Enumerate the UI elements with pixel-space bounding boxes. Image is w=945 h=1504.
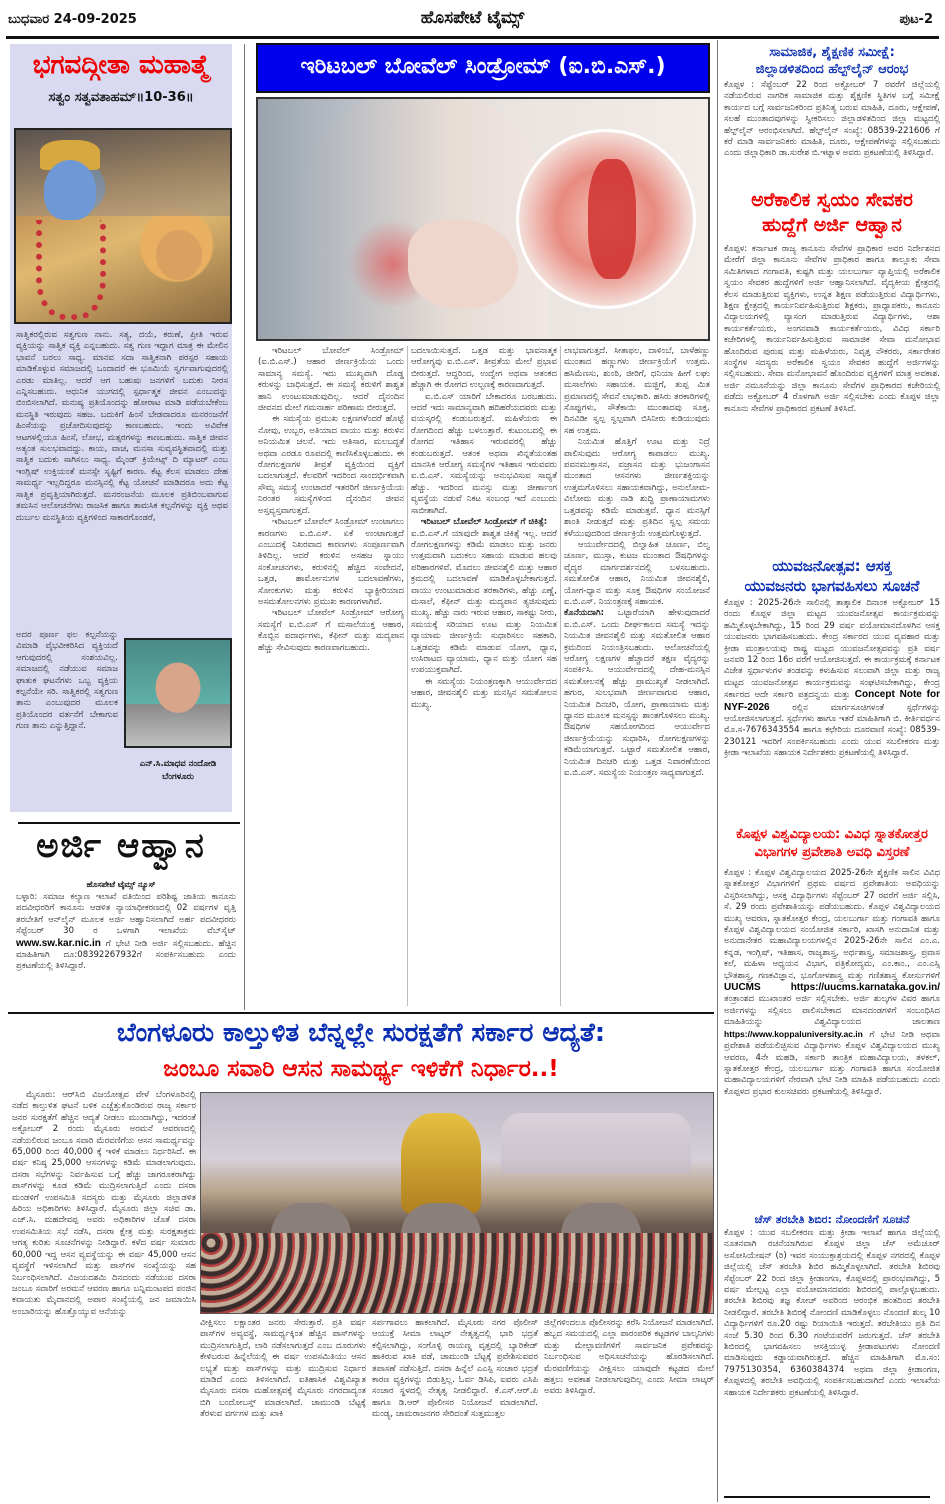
masthead: [0, 0, 945, 38]
volunteer-headline: [724, 188, 940, 238]
arji-title: ಅರ್ಜಿ ಆಹ್ವಾನ: [36, 826, 206, 866]
university-headline: [724, 826, 940, 862]
newspaper-title: ಹೊಸಪೇಟೆ ಟೈಮ್ಸ್: [420, 8, 525, 28]
gita-title: ಭಗವದ್ಗೀತಾ ಮಹಾತ್ಮೆ: [32, 50, 210, 80]
arji-body: [16, 892, 236, 998]
author-name: ಎನ್.ಸಿ.ಮಾಧವ ನಂದೋಡಿ: [139, 759, 217, 769]
masthead-rule: [6, 36, 939, 39]
youth-festival-headline: [724, 556, 940, 596]
author-place: ಬೆಂಗಳೂರು: [162, 772, 194, 782]
arji-rule: [18, 822, 240, 824]
page-number: ಪುಟ-2: [899, 12, 933, 27]
krishna-arjuna-image: [14, 128, 232, 324]
column-divider: [717, 40, 718, 1502]
ibs-paragraph: ಇರಿಟಬಲ್ ಬೋವೆಲ್ ಸಿಂಡ್ರೋಮ್ (ಐ.ಬಿ.ಎಸ್.) ಆಹಾರ ಜೀರ್ಣಕ್ರಿಯೆಯ ಒಂದು ಸಾಮಾನ್ಯ ಸಮಸ್ಯೆ. ಇದು ಮುಖ್ಯವಾಗಿ ದೊಡ್ಡ ಕರುಳನ್ನು ಬಾಧಿಸುತ್ತದೆ. ಈ ಸಮಸ್ಯೆ ಕರುಳಿಗೆ ಶಾಶ್ವತ ಹಾನಿ ಉಂಟುಮಾಡುವುದಿಲ್ಲ. ಆದರೆ ದೈನಂದಿನ ಜೀವನದ ಮೇಲೆ ಗಮನಾರ್ಹ ಪರಿಣಾಮ ಬೀರುತ್ತದೆ.: [258, 346, 404, 414]
ibs-subheading: ಕೊನೆಯದಾಗಿ:: [564, 608, 605, 619]
ibs-paragraph: ಐ.ಬಿ.ಎಸ್ ಯಾರಿಗೆ ಬೇಕಾದರೂ ಬರಬಹುದು. ಆದರೆ ಇದು ಸಾಮಾನ್ಯವಾಗಿ ಹದಿಹರೆಯದವರು ಮತ್ತು ವಯಸ್ಕರಲ್ಲಿ ಕಂಡುಬರುತ್ತದೆ. ಮಹಿಳೆಯರು ಈ ರೋಗದಿಂದ ಹೆಚ್ಚು ಬಳಲುತ್ತಾರೆ. ಕುಟುಂಬದಲ್ಲಿ ಈ ರೋಗದ ಇತಿಹಾಸ ಇರುವವರಲ್ಲಿ ಹೆಚ್ಚು ಕಂಡುಬರುತ್ತದೆ. ಆತಂಕ ಅಥವಾ ಖಿನ್ನತೆಯಂತಹ ಮಾನಸಿಕ ಆರೋಗ್ಯ ಸಮಸ್ಯೆಗಳ ಇತಿಹಾಸ ಇರುವವರು ಐ.ಬಿ.ಎಸ್. ಸಮಸ್ಯೆಯನ್ನು ಅನುಭವಿಸುವ ಸಾಧ್ಯತೆ ಹೆಚ್ಚು. ಇದರಿಂದ ಮನಸ್ಸು ಮತ್ತು ಜೀರ್ಣಾಂಗ ವ್ಯವಸ್ಥೆಯ ನಡುವೆ ನಿಕಟ ಸಂಬಂಧ ಇದೆ ಎಂಬುದು ಸಾಬೀತಾಗಿದೆ.: [411, 391, 557, 516]
dasara-subheadline: ಜಂಬೂ ಸವಾರಿ ಆಸನ ಸಾಮರ್ಥ್ಯ ಇಳಿಕೆಗೆ ನಿರ್ಧಾರ..!: [163, 1056, 559, 1082]
ibs-illustration: [256, 97, 710, 341]
youth-festival-body: [724, 598, 940, 822]
headline-line: ಯುವಜನೋತ್ಸವ: ಆಸಕ್ತ: [772, 557, 892, 575]
jamboo-savari-photo: [200, 1092, 714, 1314]
volunteer-body: ಕೊಪ್ಪಳ: ಕರ್ನಾಟಕ ರಾಜ್ಯ ಕಾನೂನು ಸೇವೆಗಳ ಪ್ರಾಧಿಕಾರ ಅವರ ನಿರ್ದೇಶನದ ಮೇರೆಗೆ ಜಿಲ್ಲಾ ಕಾನೂನು ಸೇವೆಗಳ ಪ್ರಾಧಿಕಾರ ಹಾಗೂ ತಾಲ್ಲೂಕು ಸೇವಾ ಸಮಿತಿಗಳಾದ ಗಂಗಾವತಿ, ಕುಷ್ಟಗಿ ಮತ್ತು ಯಲಬುರ್ಗಾ ವ್ಯಾಪ್ತಿಯಲ್ಲಿ ಅರೆಕಾಲಿಕ ಸ್ವಯಂ ಸೇವಕರ ಹುದ್ದೆಗಳಿಗೆ ಅರ್ಜಿ ಆಹ್ವಾನಿಸಲಾಗಿದೆ. ವೈದ್ಯಕೀಯ ಕ್ಷೇತ್ರದಲ್ಲಿ ಕೆಲಸ ಮಾಡುತ್ತಿರುವ ವ್ಯಕ್ತಿಗಳು, ಉನ್ನತ ಶಿಕ್ಷಣ ಪಡೆಯುತ್ತಿರುವ ವಿದ್ಯಾರ್ಥಿಗಳು, ಶಿಕ್ಷಣ ಕ್ಷೇತ್ರದಲ್ಲಿ ಕಾರ್ಯನಿರ್ವಹಿಸುತ್ತಿರುವ ಶಿಕ್ಷಕರು, ಪ್ರಾಧ್ಯಾಪಕರು, ಕಾನೂನು ವಿದ್ಯಾಲಯಗಳಲ್ಲಿ ವ್ಯಾಸಂಗ ಮಾಡುತ್ತಿರುವ ವಿದ್ಯಾರ್ಥಿಗಳು, ಆಶಾ ಕಾರ್ಯಕರ್ತೆಯರು, ಅಂಗನವಾಡಿ ಕಾರ್ಯಕರ್ತೆಯರು, ವಿವಿಧ ಸರ್ಕಾರಿ ಕಚೇರಿಗಳಲ್ಲಿ ಕಾರ್ಯನಿರ್ವಹಿಸುತ್ತಿರುವ ಸಾಮಾಜಿಕ ಸೇವಾ ಮನೋಭಾವ ಹೊಂದಿರುವ ಪುರುಷ ಮತ್ತು ಮಹಿಳೆಯರು, ನಿವೃತ್ತ ನೌಕರರು, ಸರ್ಕಾರೇತರ ಸಂಸ್ಥೆಗಳ ಸದಸ್ಯರು ಅರೆಕಾಲಿಕ ಸ್ವಯಂ ಸೇವಕರ ಹುದ್ದೆಗೆ ಅರ್ಜಿಗಳನ್ನು ಸಲ್ಲಿಸಬಹುದು. ಸೇವಾ ಮನೋಭಾವನೆ ಹೊಂದಿರುವ ವ್ಯಕ್ತಿಗಳಿಗೆ ಮಾತ್ರ ಅವಕಾಶ. ಅರ್ಜಿ ನಮೂನೆಯನ್ನು ಜಿಲ್ಲಾ ಕಾನೂನು ಸೇವೆಗಳ ಪ್ರಾಧಿಕಾರದ ಕಚೇರಿಯಲ್ಲಿ ಪಡೆದು ಅಕ್ಟೋಬರ್ 4 ರೊಳಗಾಗಿ ಅರ್ಜಿ ಸಲ್ಲಿಸಬೇಕು ಎಂದು ಕೊಪ್ಪಳ ಜಿಲ್ಲಾ ಕಾನೂನು ಸೇವೆಗಳ ಪ್ರಾಧಿಕಾರದ ಪ್ರಕಟಣೆ ತಿಳಿಸಿದೆ.: [724, 244, 940, 414]
dasara-column-3: ಸರ್ಪಗಾವಲು ಹಾಕಲಾಗಿದೆ. ಮೈಸೂರು ನಗರ ಪೊಲೀಸ್ ಆಯುಕ್ತೆ ಸೀಮಾ ಲಾಟ್ಕರ್ ನೇತೃತ್ವದಲ್ಲಿ ಭಾರಿ ಭದ್ರತೆ ಕಲ್ಪಿಸಲಾಗಿದ್ದು, ಸಂಗೊಳ್ಳಿ ರಾಯಣ್ಣ ವೃತ್ತದಲ್ಲಿ ಬ್ಯಾರಿಕೇಡ್ ಹಾಕಿರುವ ಖಾಕಿ ಪಡೆ, ಚಾಮುಂಡಿ ಬೆಟ್ಟಕ್ಕೆ ಪ್ರವೇಶಿಸುವವರ ತಪಾಸಣೆ ನಡೆಸುತ್ತಿದೆ. ದಸರಾ ಹಿನ್ನೆಲೆ ಎಎಸ್ಪಿ ಸಂಚಾರ ಭದ್ರತೆ ಕಾರಣ ವ್ಯಕ್ತಿಗಳನ್ನು ಬಿಡುತ್ತಿಲ್ಲ. ಓರ್ವ ಡಿಸಿಪಿ, ಐವರು ಎಸಿಪಿ ಸಂಚಾರ ಸ್ಥಳದಲ್ಲಿ ನೇತೃತ್ವ ನೀಡಲಿದ್ದಾರೆ. ಕೆ.ಎಸ್.ಆರ್.ಪಿ ಹಾಗೂ ಡಿ.ಆರ್ ಪೊಲೀಸರ ನಿಯೋಜನೆ ಮಾಡಲಾಗಿದೆ. ಮಂಡ್ಯ, ಚಾಮರಾಜನಗರ ಸೇರಿದಂತೆ ಸುತ್ತಮುತ್ತಲ: [372, 1318, 538, 1420]
dasara-column-2: ವೀಕ್ಷಿಸಲು ಲಕ್ಷಾಂತರ ಜನರು ಸೇರುತ್ತಾರೆ. ಪ್ರತಿ ವರ್ಷ ಪಾಸ್‌ಗಳ ಅವ್ಯವಸ್ಥೆ, ಸಾಮರ್ಥ್ಯಕ್ಕಿಂತ ಹೆಚ್ಚಿನ ಪಾಸ್‌ಗಳನ್ನು ಮುದ್ರಿಸಲಾಗುತ್ತಿದೆ, ಲಾಠಿ ನಡೆಸಲಾಗುತ್ತದೆ ಎಂಬ ದೂರುಗಳು ಕೇಳಿಬರುವ ಹಿನ್ನೆಲೆಯಲ್ಲಿ ಈ ವರ್ಷ ಉಪಸಮಿತಿಯು ಆಸನ ಲಭ್ಯತೆ ಮತ್ತು ಪಾಸ್‌ಗಳನ್ನು ಮತ್ತು ಮುದ್ರಿಸುವ ನಿರ್ಧಾರ ಮಾಡಿದೆ ಎಂದು ತಿಳಿಸಲಾಗಿದೆ. ಐತಿಹಾಸಿಕ ವಿಶ್ವವಿಖ್ಯಾತ ಮೈಸೂರು ದಸರಾ ಮಹೋತ್ಸವಕ್ಕೆ ಮೈಸೂರು ನಗರದಾದ್ಯಂತ ಬಿಗಿ ಬಂದೋಬಸ್ತ್ ಮಾಡಲಾಗಿದೆ. ಚಾಮುಂಡಿ ಬೆಟ್ಟಕ್ಕೆ ತೆರಳುವ ವರ್ಗಗಳ ಮತ್ತು ಖಾಕಿ: [200, 1318, 366, 1420]
chess-camp-headline: ಚೆಸ್ ತರಬೇತಿ ಶಿಬಿರ: ನೋಂದಣಿಗೆ ಸೂಚನೆ: [754, 1213, 910, 1226]
dasara-headline: ಬೆಂಗಳೂರು ಕಾಲ್ತುಳಿತ ಬೆನ್ನಲ್ಲೇ ಸುರಕ್ಷತೆಗೆ ಸರ್ಕಾರ ಆದ್ಯತೆ:: [116, 1018, 606, 1048]
arji-text-cont: ಗೆ ಭೇಟಿ ನೀಡಿ ಅರ್ಜಿ ಸಲ್ಲಿಸಬಹುದು. ಹೆಚ್ಚಿನ ಮಾಹಿತಿಗಾಗಿ ದೂ:08392267932ಗೆ ಸಂಪರ್ಕಿಸಬಹುದು ಎಂದು ಪ್ರಕಟಣೆಯಲ್ಲಿ ತಿಳಿಸಿದ್ದಾರೆ.: [16, 938, 236, 972]
gita-article-body: ಸಾತ್ವಿಕರಲ್ಲಿರುವ ಸತ್ವಗುಣ ನಾನು. ಸತ್ಯ, ದಯೆ, ಕರುಣೆ, ಪ್ರೀತಿ ಇರುವ ವ್ಯಕ್ತಿಯನ್ನು ಸಾತ್ವಿಕ ವ್ಯಕ್ತಿ ಎನ್ನಬಹುದು. ಸತ್ವ ಗುಣ ಇದ್ದಾಗ ಮಾತ್ರ ಈ ಮೇಲಿನ ಭಾವನೆ ಬರಲು ಸಾಧ್ಯ. ಮಾನವ ಸದಾ ಸಾತ್ವಿಕನಾಗಿ ಪರಸ್ಪರ ಸಹಾಯ ಮಾಡಿಕೊಳ್ಳುವ ಸಮಾಜದಲ್ಲಿ ಒಂದಾದರೆ ಈ ಭೂಮಿಯೆ ಸ್ವರ್ಗವಾಗುವುದರಲ್ಲಿ ಎರಡು ಮಾತಿಲ್ಲ. ಆದರೆ ಆಗ ಬಹುಷಃ ಜನಗಳಿಗೆ ಬದುಕು ನೀರಸ ಎನ್ನಿಸಬಹುದು. ಆಧುನಿಕ ಯುಗದಲ್ಲಿ ಸ್ಪರ್ಧಾತ್ಮಕ ಜೀವನ ಎಂಬುದನ್ನು ಬಿಂಬಿಸಲಾಗಿದೆ. ಮನುಷ್ಯ ಪ್ರತಿಯೊಂದನ್ನು ಹೋರಾಟ ಮಾಡಿ ಪಡೆಯಬೇಕೆಂಬ ಮನಸ್ಥಿತಿ ಇರುವುದು ಸಹಜ. ಬದುಕಿಗೆ ಹಿಂಸೆ ಬೇಡವಾದರೂ ಮನರಂಜನೆಗೆ ಹಿಂಸೆಯನ್ನು ಪ್ರಚೋದಿಸುವುದನ್ನು ಕಾಣಬಹುದು. ಇಂದು ಅವಿವೇಕ ಆಟಗಳಲ್ಲಿಯೂ ಹಿಂಸೆ, ಲೋಭ, ಮತ್ಸರಗಳನ್ನು ಕಾಣಬಹುದು. ಸಾತ್ವಿಕ ಜೀವನ ಅತ್ಯಂತ ಸುಲಭವಾದದ್ದು. ಕಾಯ, ವಾಚ, ಮನಸಾ ಸುವ್ಯವಸ್ಥಿತವಾದಲ್ಲಿ ಮತ್ತು ಸಾತ್ವಿಕ ಬದುಕು ಸಾಗಿಸಲು ಸಾಧ್ಯ. ಮೈಂಡ್ ಕ್ರಿಯೇಟ್ಸ್ ದಿ ಮ್ಯಾಟರ್ ಎಂಬ ಇಂಗ್ಲಿಷ್ ಉಕ್ತಿಯಂತೆ ಮನಸ್ಸೇ ಸೃಷ್ಟಿಗೆ ಕಾರಣ. ಕೆಟ್ಟ ಕೆಲಸ ಮಾಡಲು ದೇಹ ಸಾಮರ್ಥ್ಯ ಇಲ್ಲದಿದ್ದರೂ ಮನಸ್ಸಿನಲ್ಲಿ ಕೆಟ್ಟ ಯೋಚನೆ ಮಾಡಿದರೂ ಅದು ಕೆಟ್ಟ ಸಾತ್ವಿಕ ಪ್ರವೃತ್ತಿಯಾಗಿರುತ್ತದೆ. ಮನರಂಜನೆಯ ಮೂಲಕ ಪ್ರತಿಬಿಂಬವಾಗುವ ತಮಸಿನ ಆಲೋಚನೆಗಳು ರಾಜಸಿಕ ಹಾಗೂ ತಾಮಸಿಕ ಕಲ್ಪನೆಗಳನ್ನು ವ್ಯಕ್ತಿ ಅಥವ ದುರ್ಬಲ ಮನಸ್ಥಿತಿಯ ವ್ಯಕ್ತಿಗಳಿಂದ ಸಾಕಾರಗೊಂಡರೆ,: [16, 330, 228, 523]
author-credit: [124, 758, 232, 784]
column-divider: [407, 346, 408, 1006]
headline-line: ವಿಭಾಗಗಳ ಪ್ರವೇಶಾತಿ ಅವಧಿ ವಿಸ್ತರಣೆ: [754, 845, 910, 860]
body-text: ಗೆ ಭೇಟಿ ನೀಡಿ ಅಥವಾ ಪ್ರವೇಶಾತಿ ಪಡೆಯಲಿಚ್ಛಿಸುವ ವಿದ್ಯಾರ್ಥಿಗಳು ಕೊಪ್ಪಳ ವಿಶ್ವವಿದ್ಯಾಲಯದ ಮುಖ್ಯ ಆವರಣ, 4ನೇ ಮಹಡಿ, ಸರ್ಕಾರಿ ತಾಂತ್ರಿಕ ಮಹಾವಿದ್ಯಾಲಯ, ತಳಕಲ್, ಸ್ನಾತಕೋತ್ತರ ಕೇಂದ್ರ, ಯಲಬುರ್ಗಾ ಮತ್ತು ಗಂಗಾವತಿ ಹಾಗೂ ಸಂಯೋಜಿತ ಮಹಾವಿದ್ಯಾಲಯಗಳಿಗೆ ನೇರವಾಗಿ ಭೇಟಿ ನೀಡಿ ಮಾಹಿತಿ ಪಡೆಯಬಹುದು ಎಂದು ಕೊಪ್ಪಳದ ಪ್ರಭಾರ ಕುಲಸಚಿವರು ಪ್ರಕಟಣೆಯಲ್ಲಿ ತಿಳಿಸಿದ್ದಾರೆ.: [724, 1029, 940, 1097]
ibs-paragraph: ನಿಯಮಿತ ಹೊತ್ತಿಗೆ ಊಟ ಮತ್ತು ನಿದ್ರೆ ಪಾಲಿಸುವುದು ಆರೋಗ್ಯ ಕಾಪಾಡಲು ಮುಖ್ಯ. ಪವನಮುಕ್ತಾಸನ, ವಜ್ರಾಸನ ಮತ್ತು ಭುಜಂಗಾಸನ ಮುಂತಾದ ಆಸನಗಳು ಜೀರ್ಣಶಕ್ತಿಯನ್ನು ಉತ್ತಮಗೊಳಿಸಲು ಸಹಾಯಕವಾಗಿದ್ದು, ಅನುಲೋಮ-ವಿಲೋಮ ಮತ್ತು ನಾಡಿ ಶುದ್ಧಿ ಪ್ರಾಣಾಯಾಮಗಳು ಒತ್ತಡವನ್ನು ಕಡಿಮೆ ಮಾಡುತ್ತವೆ. ಧ್ಯಾನ ಮನಸ್ಸಿಗೆ ಶಾಂತಿ ನೀಡುತ್ತದೆ ಮತ್ತು ಪ್ರತಿದಿನ ಸ್ವಲ್ಪ ಸಮಯ ಕಳೆಯುವುದರಿಂದ ಜೀರ್ಣಕ್ರಿಯೆ ಉತ್ತಮಗೊಳ್ಳುತ್ತದೆ.: [564, 437, 710, 539]
ibs-paragraph: ಈ ಸಮಸ್ಯೆಯ ಪ್ರಮುಖ ಲಕ್ಷಣಗಳೆಂದರೆ ಹೊಟ್ಟೆ ನೋವು, ಉಬ್ಬರ, ಅತಿಯಾದ ವಾಯು ಮತ್ತು ಕರುಳಿನ ಅನಿಯಮಿತ ಚಲನೆ. ಇದು ಅತಿಸಾರ, ಮಲಬದ್ಧತೆ ಅಥವಾ ಎರಡೂ ರೂಪದಲ್ಲಿ ಕಾಣಿಸಿಕೊಳ್ಳಬಹುದು. ಈ ರೋಗಲಕ್ಷಣಗಳ ತೀವ್ರತೆ ವ್ಯಕ್ತಿಯಿಂದ ವ್ಯಕ್ತಿಗೆ ಬದಲಾಗುತ್ತದೆ. ಕೆಲವರಿಗೆ ಇದರಿಂದ ಸಾಂದರ್ಭಿಕವಾಗಿ ಸೌಮ್ಯ ಸಮಸ್ಯೆ ಉಂಟಾದರೆ ಇತರರಿಗೆ ಜೀರ್ಣಕ್ರಿಯೆಯ ನಿರಂತರ ಸಮಸ್ಯೆಗಳಿಂದ ದೈನಂದಿನ ಜೀವನ ಅಸ್ತವ್ಯಸ್ತವಾಗುತ್ತದೆ.: [258, 414, 404, 516]
gita-article-body-cont: ಅದರ ಪೂರ್ಣ ಫಲ ಕಲ್ಪನೆಯನ್ನು ವಿಮಾಡಿ ವೈಭವೀಕರಿಸಿದ ವ್ಯಕ್ತಿಯದೆ ಆಗುವುದರಲ್ಲಿ ಸಂಶಯವಿಲ್ಲ. ಸಮಾಜದಲ್ಲಿ ನಡೆಯುವ ಸಮಾಜ ಘಾತುಕ ಘಟನೆಗಳು ಒಬ್ಬ ವ್ಯಕ್ತಿಯ ಕಲ್ಪನೆಯೇ ಸರಿ. ಸಾತ್ವಿಕರಲ್ಲಿ ಸತ್ವಗುಣ ತಾನು ಎಂಬುವುದರ ಮೂಲಕ ಪ್ರತಿಯೊಂದರ ವರ್ತನೆಗೆ ಬೇಕಾಗುವ ಗುಣ ತಾನು ಎನ್ನುತ್ತಿದ್ದಾನೆ.: [16, 630, 118, 732]
university-website-link[interactable]: https://www.koppaluniversity.ac.in: [724, 1028, 863, 1039]
author-photo: [124, 638, 232, 748]
headline-line: ಕೊಪ್ಪಳ ವಿಶ್ವವಿದ್ಯಾಲಯ: ವಿವಿಧ ಸ್ನಾತಕೋತ್ತರ: [736, 827, 928, 842]
headline-line: ಯುವಜನರು ಭಾಗವಹಿಸಲು ಸೂಚನೆ: [744, 577, 920, 595]
section-rule: [8, 1012, 714, 1014]
headline-line: ಸಾಮಾಜಿಕ, ಶೈಕ್ಷಣಿಕ ಸಮೀಕ್ಷೆ:: [769, 45, 895, 60]
ibs-paragraph: ಲಾಭವಾಗುತ್ತದೆ. ಸೀತಾಫಲ, ದಾಳಿಂಬೆ, ಬಾಳೆಹಣ್ಣು ಮುಂತಾದ ಹಣ್ಣುಗಳು ಜೀರ್ಣಕ್ರಿಯೆಗೆ ಉತ್ತಮ. ಹಸಿಮೆಣಸು, ಶುಂಠಿ, ಜೀರಿಗೆ, ಧನಿಯಾ ಹೀಗೆ ಲಘು ಮಸಾಲೆಗಳು ಸಹಾಯಕ. ಮಜ್ಜಿಗೆ, ತುಪ್ಪ ಮಿತ ಪ್ರಮಾಣದಲ್ಲಿ ಸೇವನೆ ಲಾಭಕಾರಿ. ಹಸಿರು ತರಕಾರಿಗಳಲ್ಲಿ ಸೊಪ್ಪುಗಳು, ಸೌತೆಕಾಯಿ ಮುಂತಾದವು ಸೂಕ್ತ. ದಿನವಿಡೀ ಸ್ವಲ್ಪ ಸ್ವಲ್ಪವಾಗಿ ಬಿಸಿನೀರು ಕುಡಿಯುವುದು ಸಹ ಉತ್ತಮ.: [564, 346, 710, 436]
ibs-column-3: [564, 346, 710, 1006]
column-divider: [560, 346, 561, 1006]
university-body: [724, 868, 940, 1208]
body-text: ಕೊಪ್ಪಳ : ಕೊಪ್ಪಳ ವಿಶ್ವವಿದ್ಯಾಲಯದ 2025-26ನೇ ಶೈಕ್ಷಣಿಕ ಸಾಲಿನ ವಿವಿಧ ಸ್ನಾತಕೋತ್ತರ ವಿಭಾಗಗಳಿಗೆ ಪ್ರಥಮ ವರ್ಷದ ಪ್ರವೇಶಾತಿಯ ಅವಧಿಯನ್ನು ವಿಸ್ತರಿಸಲಾಗಿದ್ದು, ಆಸಕ್ತ ವಿದ್ಯಾರ್ಥಿಗಳು ಸೆಪ್ಟೆಂಬರ್ 27 ರವರೆಗೆ ಅರ್ಜಿ ಸಲ್ಲಿಸಿ, ಸೆ. 29 ರಂದು ಪ್ರವೇಶಾತಿಯನ್ನು ಪಡೆಯಬಹುದು. ಕೊಪ್ಪಳ ವಿಶ್ವವಿದ್ಯಾಲಯದ ಮುಖ್ಯ ಆವರಣ, ಸ್ನಾತಕೋತ್ತರ ಕೇಂದ್ರ, ಯಲಬುರ್ಗಾ ಮತ್ತು ಗಂಗಾವತಿ ಹಾಗೂ ಕೊಪ್ಪಳ ವಿಶ್ವವಿದ್ಯಾಲಯದ ಸಂಯೋಜಿತ ಸರ್ಕಾರಿ, ಖಾಸಗಿ ಅನುದಾನಿತ ಮತ್ತು ಅನುದಾನೇತರ ಮಹಾವಿದ್ಯಾಲಯಗಳಲ್ಲಿನ 2025-26ನೇ ಸಾಲಿನ ಎಂ.ಎ. ಕನ್ನಡ, ಇಂಗ್ಲಿಷ್, ಇತಿಹಾಸ, ರಾಜ್ಯಶಾಸ್ತ್ರ, ಅರ್ಥಶಾಸ್ತ್ರ, ಸಮಾಜಶಾಸ್ತ್ರ, ಪ್ರವಾಸ ಕಲೆ, ಮಹಿಳಾ ಅಧ್ಯಯನ ವಿಭಾಗ, ಪತ್ರಿಕೋದ್ಯಮ, ಎಂ.ಕಾಂ., ಎಂ.ಎಸ್ಸಿ ಭೌತಶಾಸ್ತ್ರ, ಗಣಕವಿಜ್ಞಾನ, ಭೂಗೋಳಶಾಸ್ತ್ರ ಮತ್ತು ಗಣಿತಶಾಸ್ತ್ರ ಕೋರ್ಸುಗಳಿಗೆ: [724, 868, 940, 981]
uucms-link[interactable]: UUCMS https://uucms.karnataka.gov.in/: [724, 982, 940, 994]
dasara-column-1: ಮೈಸೂರು: ಆರ್‌ಸಿಬಿ ವಿಜಯೋತ್ಸವ ವೇಳೆ ಬೆಂಗಳೂರಿನಲ್ಲಿ ನಡೆದ ಕಾಲ್ತುಳಿತ ಘಟನೆ ಬಳಿಕ ಎಚ್ಚೆತ್ತುಕೊಂಡಿರುವ ರಾಜ್ಯ ಸರ್ಕಾರ ಜನರ ಸುರಕ್ಷತೆಗೆ ಹೆಚ್ಚಿನ ಆದ್ಯತೆ ನೀಡಲು ಮುಂದಾಗಿದ್ದು, ಇದರಂತೆ ಅಕ್ಟೋಬರ್ 2 ರಂದು ಮೈಸೂರು ಅರಮನೆ ಆವರಣದಲ್ಲಿ ನಡೆಯಲಿರುವ ಜಂಬೂ ಸವಾರಿ ಮೆರವಣಿಗೆಯ ಆಸನ ಸಾಮರ್ಥ್ಯವನ್ನು 65,000 ರಿಂದ 40,000 ಕ್ಕೆ ಇಳಿಕೆ ಮಾಡಲು ನಿರ್ಧರಿಸಿದೆ. ಈ ವರ್ಷ ಕನಿಷ್ಠ 25,000 ಆಸನಗಳನ್ನು ಕಡಿಮೆ ಮಾಡಲಾಗುವುದು. ದಸರಾ ಸಭೆಗಳನ್ನು ನಿರ್ವಹಿಸುವ ಬಗ್ಗೆ ಹೆಚ್ಚು ಜಾಗರೂಕರಾಗಿದ್ದು ಪಾಸ್‌ಗಳನ್ನು ಕೂಡ ಕಡಿಮೆ ಮುದ್ರಿಸಲಾಗುತ್ತಿದೆ ಎಂದು ದಸರಾ ಮಂಡಳಿಗೆ ಉಪಸಮಿತಿ ಸದಸ್ಯರು ಮತ್ತು ಮೈಸೂರು ಜಿಲ್ಲಾಡಳಿತ ಹಿರಿಯ ಅಧಿಕಾರಿಗಳು ತಿಳಿಸಿದ್ದಾರೆ. ಮೈಸೂರು ಜಿಲ್ಲಾ ಸಚಿವ ಡಾ. ಎಚ್.ಸಿ. ಮಹದೇವಪ್ಪ ಅವರು ಅಧಿಕಾರಿಗಳ ಜೊತೆ ದಸರಾ ಉಪಸಮಿತಿಯ ಸಭೆ ನಡೆಸಿ, ದಸರಾ ಕ್ಷೇತ್ರ ಮತ್ತು ಸುರಕ್ಷತಾಕ್ರಮ ಆಗತ್ಯ ಕುರಿತು ಸೂಚನೆಗಳನ್ನು ನೀಡಿದ್ದಾರೆ. ಕಳೆದ ವರ್ಷ ಸುಮಾರು 60,000 ಇದ್ದ ಆಸನ ವ್ಯವಸ್ಥೆಯನ್ನು ಈ ವರ್ಷ 45,000 ಆಸನ ವ್ಯವಸ್ಥೆಗೆ ಇಳಿಸಲಾಗಿದೆ ಮತ್ತು ಪಾಸ್‌ಗಳ ಸಂಖ್ಯೆಯನ್ನು ಸಹ ನಿರ್ಬಂಧಿಸಲಾಗಿದೆ. ವಿಜಯದಶಮಿ ದಿನದಂದು ನಡೆಯುವ ದಸರಾ ಜಂಬೂ ಸವಾರಿಗೆ ಅರಮನೆ ಆವರಣ ಹಾಗೂ ಬನ್ನಿಮಂಟಪದ ಪಂಜಿನ ಕವಾಯತು ಮೈದಾನದಲ್ಲಿ ಅಪಾರ ಸಂಖ್ಯೆಯಲ್ಲಿ ಜನ ಜಮಾಯಿಸಿ ಅಂಬಾರಿಯನ್ನು ಹೊತ್ತೊಯ್ಯುವ ಆನೆಯನ್ನು: [12, 1090, 196, 1317]
ibs-paragraph: ಆಯುರ್ವೇದದಲ್ಲಿ ಬಿಲ್ವಾಹಿತ ಚೂರ್ಣ, ಬಿಲ್ವ ಚೂರ್ಣ, ಮುಸ್ತಾ, ಕುಟಜ ಮುಂತಾದ ಔಷಧಿಗಳನ್ನು ವೈದ್ಯರ ಮಾರ್ಗದರ್ಶನದಲ್ಲಿ ಬಳಸಬಹುದು. ಸಮತೋಲಿತ ಆಹಾರ, ನಿಯಮಿತ ಜೀವನಶೈಲಿ, ಯೋಗ-ಧ್ಯಾನ ಮತ್ತು ಸೂಕ್ತ ಔಷಧಿಗಳ ಸಂಯೋಜನೆ ಐ.ಬಿ.ಎಸ್. ನಿಯಂತ್ರಣಕ್ಕೆ ಸಹಾಯಕ.: [564, 539, 710, 607]
ibs-paragraph: ಇರಿಟಬಲ್ ಬೋವೆಲ್ ಸಿಂಡ್ರೋಮ್ ಆರೋಗ್ಯ ಸಮಸ್ಯೆಗೆ ಐ.ಬಿ.ಎಸ್ ಗೆ ಮಸಾಲೆಯುಕ್ತ ಆಹಾರ, ಕೊಬ್ಬಿನ ಪದಾರ್ಥಗಳು, ಕೆಫೀನ್ ಮತ್ತು ಮದ್ಯಪಾನ ಹೆಚ್ಚು ಸೇವಿಸುವುದು ಕಾರಣವಾಗಬಹುದು.: [258, 608, 404, 653]
ibs-title: ಇರಿಟಬಲ್ ಬೋವೆಲ್ ಸಿಂಡ್ರೋಮ್ (ಐ.ಬಿ.ಎಸ್.): [300, 54, 666, 79]
chess-camp-body: ಕೊಪ್ಪಳ : ಯುವ ಸಬಲೀಕರಣ ಮತ್ತು ಕ್ರೀಡಾ ಇಲಾಖೆ ಹಾಗೂ ಜಿಲ್ಲೆಯಲ್ಲಿ ನೂತನವಾಗಿ ರಚನೆಯಾಗಿರುವ ಕೊಪ್ಪಳ ಜಿಲ್ಲಾ ಚೆಸ್ ಅಮೆಚೂರ್ ಅಸೋಸಿಯೇಷನ್ (ರಿ) ಇವರ ಸಂಯುಕ್ತಾಶ್ರಯದಲ್ಲಿ ಕೊಪ್ಪಳ ನಗರದಲ್ಲಿ ಕೊಪ್ಪಳ ಜಿಲ್ಲೆಯಲ್ಲಿ ಚೆಸ್ ತರಬೇತಿ ಶಿಬಿರ ಹಮ್ಮಿಕೊಳ್ಳಲಾಗಿದೆ. ತರಬೇತಿ ಶಿಬಿರವು ಸೆಪ್ಟೆಂಬರ್ 22 ರಿಂದ ಜಿಲ್ಲಾ ಕ್ರೀಡಾಂಗಣ, ಕೊಪ್ಪಳದಲ್ಲಿ ಪ್ರಾರಂಭವಾಗಿದ್ದು, 5 ವರ್ಷ ಮೇಲ್ಪಟ್ಟ ಎಲ್ಲಾ ವಯೋಮಾನದವರು ಶಿಬಿರದಲ್ಲಿ ಪಾಲ್ಗೊಳ್ಳಬಹುದು. ತರಬೇತಿ ಶಿಬಿರವು ತಜ್ಞ ಕೋಚ್ ಅವರಿಂದ ಆರಂಭಿಕ ಹಂತದಿಂದ ತರಬೇತಿ ನೀಡಲಿದ್ದಾರೆ. ತರಬೇತಿ ಶಿಬಿರಕ್ಕೆ ನೋಂದಣಿ ಮಾಡಿಕೊಳ್ಳಲು ನೊಂದಣಿ ಶುಲ್ಕ 10 ವಿದ್ಯಾರ್ಥಿಗಳಿಗೆ ರೂ.20 ರಷ್ಟು ರಿಯಾಯಿತಿ ಇರುತ್ತದೆ. ತರಬೇತಿಯು ಪ್ರತಿ ದಿನ ಸಂಜೆ 5.30 ರಿಂದ 6.30 ಗಂಟೆಯವರೆಗೆ ಜರುಗುತ್ತದೆ. ಚೆಸ್ ತರಬೇತಿ ಶಿಬಿರದಲ್ಲಿ ಭಾಗವಹಿಸಲು ಆಸಕ್ತಿಯುಳ್ಳ ಕ್ರೀಡಾಪಟುಗಳು ನೋಂದಣಿ ಮಾಡಿಸುವುದು ಕಡ್ಡಾಯವಾಗಿರುತ್ತದೆ. ಹೆಚ್ಚಿನ ಮಾಹಿತಿಗಾಗಿ ಮೊ.ಸಂ: 7975130354, 6360384374 ಅಥವಾ ಜಿಲ್ಲಾ ಕ್ರೀಡಾಂಗಣ, ಕೊಪ್ಪಳದಲ್ಲಿ ತರಬೇತಿ ಅವಧಿಯಲ್ಲಿ ಸಂಪರ್ಕಿಸಬಹುದಾಗಿದೆ ಎಂದು ಇಲಾಖೆಯ ಸಹಾಯಕ ನಿರ್ದೇಶಕರು ಪ್ರಕಟಣೆಯಲ್ಲಿ ತಿಳಿಸಿದ್ದಾರೆ.: [724, 1228, 940, 1398]
gita-verse: ಸತ್ವಂ ಸತ್ವವತಾಹಮ್॥10-36॥: [48, 90, 194, 105]
arji-text: ಬಳ್ಳಾರಿ: ಸಮಾಜ ಕಲ್ಯಾಣ ಇಲಾಖೆ ವತಿಯಿಂದ ಪರಿಶಿಷ್ಟ ಜಾತಿಯ ಕಾನೂನು ಪದವೀಧರರಿಗೆ ಕಾನೂನು ಆಡಳಿತ ನ್ಯಾಯಾಧೀಕರಣದಲ್ಲಿ 02 ವರ್ಷಗಳ ವೃತ್ತಿ ತರಬೇತಿಗೆ ಆನ್‌ಲೈನ್ ಮೂಲಕ ಅರ್ಜಿ ಆಹ್ವಾನಿಸಲಾಗಿದೆ ಅರ್ಹ ಪದವೀಧರರು ಸೆಪ್ಟೆಂಬರ್ 30 ರ ಒಳಗಾಗಿ ಇಲಾಖೆಯ ವೆಬ್‌ಸೈಟ್: [16, 892, 236, 937]
body-text: ರಲ್ಲಿನ ಮಾರ್ಗಸೂಚಿಗಳಂತೆ ಸ್ಪರ್ಧೆಗಳನ್ನು ಆಯೋಜಿಸಲಾಗುತ್ತದೆ. ಸ್ಪರ್ಧೆಗಳು ಹಾಗೂ ಇತರೆ ಮಾಹಿತಿಗಾಗಿ ಬಿ. ಕೀರ್ತಿವರ್ಧನ ಮೊ.ಸ-7676343554 ಹಾಗೂ ಕಛೇರಿಯ ದೂರವಾಣಿ ಸಂಖ್ಯೆ: 08539-230121 ಇವರಿಗೆ ಸಂಪರ್ಕಿಸಬಹುದು ಎಂದು ಯುವ ಸಬಲೀಕರಣ ಮತ್ತು ಕ್ರೀಡಾ ಇಲಾಖೆಯ ಸಹಾಯಕ ನಿರ್ದೇಶಕರು ಪ್ರಕಟಣೆಯಲ್ಲಿ ತಿಳಿಸಿದ್ದಾರೆ.: [724, 702, 940, 759]
arji-website-link[interactable]: www.sw.kar.nic.in: [16, 937, 101, 949]
ibs-paragraph: ಬದಲಾಯಿಸುತ್ತದೆ. ಒತ್ತಡ ಮತ್ತು ಭಾವನಾತ್ಮಕ ಆರೋಗ್ಯವು ಐ.ಬಿ.ಎಸ್. ತೀವ್ರತೆಯ ಮೇಲೆ ಪ್ರಭಾವ ಬೀರುತ್ತದೆ. ಆದ್ದರಿಂದ, ಉದ್ವೇಗ ಅಥವಾ ಆತಂಕದ ಹೆಚ್ಚಾಗಿ ಈ ರೋಗದ ಉಲ್ಬಣಕ್ಕೆ ಕಾರಣವಾಗುತ್ತದೆ.: [411, 346, 557, 391]
ibs-column-2: [411, 346, 557, 1006]
concept-note-label: Concept Note for NYF-2026: [724, 689, 940, 713]
ibs-subheading: ಇರಿಟಬಲ್ ಬೋವೆಲ್ ಸಿಂಡ್ರೋಮ್ ಗೆ ಚಿಕಿತ್ಸೆ:: [420, 517, 548, 528]
body-text: ಕೊಪ್ಪಳ : 2025-26ನೇ ಸಾಲಿನಲ್ಲಿ ತಾತ್ಕಾಲಿಕ ದಿನಾಂಕ ಅಕ್ಟೋಬರ್ 15 ರಂದು ಕೊಪ್ಪಳ ಜಿಲ್ಲಾ ಮಟ್ಟದ ಯುವಜನೋತ್ಸವ ಕಾರ್ಯಕ್ರಮವನ್ನು ಹಮ್ಮಿಕೊಳ್ಳಬೇಕಾಗಿದ್ದು, 15 ರಿಂದ 29 ವರ್ಷ ವಯೋಮಾನದೊಳಗಿನ ಆಸಕ್ತ ಯುವಜನರು ಭಾಗವಹಿಸಬಹುದು. ಕೇಂದ್ರ ಸರ್ಕಾರದ ಯುವ ವ್ಯವಹಾರ ಮತ್ತು ಕ್ರೀಡಾ ಮಂತ್ರಾಲಯವು ರಾಷ್ಟ್ರ ಮಟ್ಟದ ಯುವಜನೋತ್ಸವವನ್ನು ಪ್ರತಿ ವರ್ಷ ಜನವರಿ 12 ರಿಂದ 16ರ ವರೆಗೆ ಆಯೋಜಿಸುತ್ತದೆ. ಈ ಕಾರ್ಯಕ್ರಮಕ್ಕೆ ಕರ್ನಾಟಕ ವಿಜೇತ ಸ್ಪರ್ಧಾಳುಗಳ ತಂಡವನ್ನು ಕಳುಹಿಸುವ ಸಲುವಾಗಿ ಜಿಲ್ಲಾ ಮತ್ತು ರಾಜ್ಯ ಮಟ್ಟದ ಯುವಜನೋತ್ಸವ ಕಾರ್ಯಕ್ರಮವನ್ನು ಸಂಘಟಿಸಬೇಕಾಗಿದ್ದು, ಕೇಂದ್ರ ಸರ್ಕಾರದ ಆದೇ ಸರ್ಕಾರಿ ಪತ್ರದನ್ವಯ ಮತ್ತು: [724, 598, 940, 701]
ibs-column-1: [258, 346, 404, 1006]
headline-line: ಜಿಲ್ಲಾಡಳಿತದಿಂದ ಹೆಲ್ಪ್‌ಲೈನ್ ಆರಂಭ: [755, 62, 909, 77]
column-divider: [244, 44, 245, 1010]
headline-line: ಅರೆಕಾಲಿಕ ಸ್ವಯಂ ಸೇವಕರ: [751, 189, 913, 211]
survey-helpline-body: ಕೊಪ್ಪಳ : ಸೆಪ್ಟೆಂಬರ್ 22 ರಿಂದ ಅಕ್ಟೋಬರ್ 7 ರವರೆಗೆ ಜಿಲ್ಲೆಯಲ್ಲಿ ನಡೆಯಲಿರುವ ನಾಗರಿಕ ಸಾಮಾಜಿಕ ಮತ್ತು ಶೈಕ್ಷಣಿಕ ಸ್ಥಿತಿಗಳ ಬಗ್ಗೆ ಸಮೀಕ್ಷೆ ಕಾರ್ಯದ ಬಗ್ಗೆ ಸಾರ್ವಜನಿಕರಿಂದ ಪ್ರತಿನಿತ್ಯ ಬರುವ ಮಾಹಿತಿ, ದೂರು, ಆಕ್ಷೇಪಣೆ, ಸಲಹೆ ಮುಂತಾದವುಗಳನ್ನು ಸ್ವೀಕರಿಸಲು ಜಿಲ್ಲಾಡಳಿತದಿಂದ ಜಿಲ್ಲಾ ಮಟ್ಟದಲ್ಲಿ ಹೆಲ್ಪ್‌ಲೈನ್ ಆರಂಭಿಸಲಾಗಿದೆ. ಹೆಲ್ಪ್‌ಲೈನ್ ಸಂಖ್ಯೆ: 08539-221606 ಗೆ ಕರೆ ಮಾಡಿ ಸಾರ್ವಜನಿಕರು ಮಾಹಿತಿ, ದೂರು, ಆಕ್ಷೇಪಣೆಗಳನ್ನು ಸಲ್ಲಿಸಬಹುದು ಎಂದು ಜಿಲ್ಲಾಧಿಕಾರಿ ಡಾ.ಸುರೇಶ ಬಿ.ಇಟ್ನಾಳ ಅವರು ಪ್ರಕಟಣೆಯಲ್ಲಿ ತಿಳಿಸಿದ್ದಾರೆ.: [724, 80, 940, 159]
survey-helpline-headline: [724, 44, 940, 78]
dasara-column-4: ಜಿಲ್ಲೆಗಳಿಂದಲೂ ಪೊಲೀಸರನ್ನು ಕರೆಸಿ ನಿಯೋಜನೆ ಮಾಡಲಾಗಿದೆ. ಹಬ್ಬದ ಸಮಯದಲ್ಲಿ ಎಲ್ಲಾ ಪಾರಂಪರಿಕ ಕಟ್ಟಡಗಳ ಬಾಲ್ಕನಿಗಳು ಮತ್ತು ಮೇಲ್ಛಾವಣಿಗಳಿಗೆ ಸಾರ್ವಜನಿಕ ಪ್ರವೇಶವನ್ನು ನಿರ್ಬಂಧಿಸುವ ಅಧಿಸೂಚನೆಯನ್ನು ಹೊರಡಿಸಲಾಗಿದೆ. ಮೆರವಣಿಗೆಯನ್ನು ವೀಕ್ಷಿಸಲು ಯಾವುದೇ ಕಟ್ಟಡದ ಮೇಲೆ ಹತ್ತಲು ಅವಕಾಶ ನೀಡಲಾಗುವುದಿಲ್ಲ ಎಂದು ಸೀಮಾ ಲಾಟ್ಕರ್ ಅವರು ತಿಳಿಸಿದ್ದಾರೆ.: [544, 1318, 714, 1397]
ibs-paragraph: ಒಟ್ಟಾರೆಯಾಗಿ ಹೇಳುವುದಾದರೆ ಐ.ಬಿ.ಎಸ್. ಒಂದು ದೀರ್ಘಕಾಲದ ಸಮಸ್ಯೆ ಇದನ್ನು ನಿಯಮಿತ ಜೀವನಶೈಲಿ ಮತ್ತು ಸಮತೋಲಿತ ಆಹಾರ ಕ್ರಮದಿಂದ ನಿಯಂತ್ರಿಸಬಹುದು. ಆಲೋಚನೆಯಲ್ಲಿ ಆರೋಗ್ಯ ಲಕ್ಷಣಗಳ ಹೆಚ್ಚಾದರೆ ತಕ್ಷಣ ವೈದ್ಯರನ್ನು ಸಂಪರ್ಕಿಸಿ. ಆಯುರ್ವೇದದಲ್ಲಿ ದೇಹ-ಮನಸ್ಸಿನ ಸಮತೋಲನಕ್ಕೆ ಹೆಚ್ಚು ಪ್ರಾಮುಖ್ಯತೆ ನೀಡಲಾಗಿದೆ. ಹಗುರ, ಸುಲಭವಾಗಿ ಜೀರ್ಣವಾಗುವ ಆಹಾರ, ನಿಯಮಿತ ದಿನಚರಿ, ಯೋಗ, ಪ್ರಾಣಾಯಾಮ ಮತ್ತು ಧ್ಯಾನದ ಮೂಲಕ ಮನಸ್ಸನ್ನು ಶಾಂತಗೊಳಿಸಲು ಮುಖ್ಯ. ಔಷಧಿಗಳ ಸಹಯೋಗದಿಂದ ಆಯುರ್ವೇದ ಜೀರ್ಣಕ್ರಿಯೆಯನ್ನು ಸುಧಾರಿಸಿ, ರೋಗಲಕ್ಷಣಗಳನ್ನು ಕಡಿಮೆಯಾಗುತ್ತವೆ. ಒಟ್ಟಾರೆ ಸಮತೋಲಿತ ಆಹಾರ, ನಿಯಮಿತ ದಿನಚರಿ ಮತ್ತು ಒತ್ತಡ ನಿವಾರಣೆಯಿಂದ ಐ.ಬಿ.ಎಸ್. ಸಮಸ್ಯೆಯ ನಿಯಂತ್ರಣ ಸಾಧ್ಯವಾಗುತ್ತದೆ.: [564, 608, 710, 779]
issue-date: ಬುಧವಾರ 24-09-2025: [8, 12, 137, 27]
ibs-paragraph: ಈ ಸಮಸ್ಯೆಯ ನಿಯಂತ್ರಣಕ್ಕಾಗಿ ಆಯುರ್ವೇದದ ಆಹಾರ, ಜೀವನಶೈಲಿ ಮತ್ತು ಮನಸ್ಸಿನ ಸಮತೋಲನ ಮುಖ್ಯ.: [411, 676, 557, 710]
arji-byline: ಹೊಸಪೇಟೆ ಟೈಮ್ಸ್ ನ್ಯೂಸ್: [86, 880, 156, 889]
ibs-paragraph: ಐ.ಬಿ.ಎಸ್.ಗೆ ಯಾವುದೇ ಶಾಶ್ವತ ಚಿಕಿತ್ಸೆ ಇಲ್ಲ. ಆದರೆ ರೋಗಲಕ್ಷಣಗಳನ್ನು ಕಡಿಮೆ ಮಾಡಲು ಮತ್ತು ಜನರು ಉತ್ತಮವಾಗಿ ಬದುಕಲು ಸಹಾಯ ಮಾಡುವ ಹಲವು ಪರಿಹಾರಗಳಿವೆ. ಮೊದಲು ಜೀವನಶೈಲಿ ಮತ್ತು ಆಹಾರ ಕ್ರಮದಲ್ಲಿ ಬದಲಾವಣೆ ಮಾಡಿಕೊಳ್ಳಬೇಕಾಗುತ್ತದೆ. ವಾಯು ಉಂಟುಮಾಡುವ ತರಕಾರಿಗಳು, ಹೆಚ್ಚು ಎಣ್ಣೆ, ಮಸಾಲೆ, ಕೆಫೀನ್ ಮತ್ತು ಮದ್ಯಪಾನ ತ್ಯಜಿಸುವುದು ಮುಖ್ಯ. ಹೆಚ್ಚು ನಾರು ಇರುವ ಆಹಾರ, ಸಾಕಷ್ಟು ನೀರು, ಸಮಯಕ್ಕೆ ಸರಿಯಾದ ಊಟ ಮತ್ತು ನಿಯಮಿತ ವ್ಯಾಯಾಮ ಜೀರ್ಣಕ್ರಿಯೆ ಸುಧಾರಿಸಲು ಸಹಕಾರಿ. ಒತ್ತಡವನ್ನು ಕಡಿಮೆ ಮಾಡುವ ಯೋಗ, ಧ್ಯಾನ, ಉಸಿರಾಟದ ವ್ಯಾಯಾಮ, ಧ್ಯಾನ ಮತ್ತು ಯೋಗ ಸಹ ಉಪಯುಕ್ತವಾಗಿದೆ.: [411, 528, 557, 676]
body-text: ತಂತ್ರಾಂಶದ ಮುಖಾಂತರ ಅರ್ಜಿ ಸಲ್ಲಿಸಬೇಕು. ಅರ್ಜಿ ಶುಲ್ಕಗಳ ವಿವರ ಹಾಗೂ ಅರ್ಜಿಗಳನ್ನು ಸಲ್ಲಿಸಲು ಪಾಲಿಸಬೇಕಾದ ಮಾನದಂಡಗಳಿಗೆ ಸಂಬಂಧಿಸಿದ ಮಾಹಿತಿಯನ್ನು ವಿಶ್ವವಿದ್ಯಾಲಯದ ಜಾಲತಾಣ: [724, 994, 940, 1028]
ibs-paragraph: ಇರಿಟಬಲ್ ಬೋವೆಲ್ ಸಿಂಡ್ರೋಮ್ ಉಂಟಾಗಲು ಕಾರಣಗಳು ಐ.ಬಿ.ಎಸ್. ಏಕೆ ಉಂಟಾಗುತ್ತದೆ ಎಂಬುದಕ್ಕೆ ನಿಖರವಾದ ಕಾರಣಗಳು ಸಂಪೂರ್ಣವಾಗಿ ತಿಳಿದಿಲ್ಲ. ಆದರೆ ಕರುಳಿನ ಅಸಹಜ ಸ್ನಾಯು ಸಂಕೋಚನಗಳು, ಕರುಳಿನಲ್ಲಿ ಹೆಚ್ಚಿದ ಸಂವೇದನೆ, ಒತ್ತಡ, ಹಾರ್ಮೋನುಗಳ ಬದಲಾವಣೆಗಳು, ಸೋಂಕುಗಳು ಮತ್ತು ಕರುಳಿನ ಬ್ಯಾಕ್ಟೀರಿಯಾದ ಅಸಮತೋಲನಗಳು ಪ್ರಮುಖ ಕಾರಣಗಳಾಗಿವೆ.: [258, 517, 404, 607]
headline-line: ಹುದ್ದೆಗೆ ಅರ್ಜಿ ಆಹ್ವಾನ: [762, 214, 902, 236]
